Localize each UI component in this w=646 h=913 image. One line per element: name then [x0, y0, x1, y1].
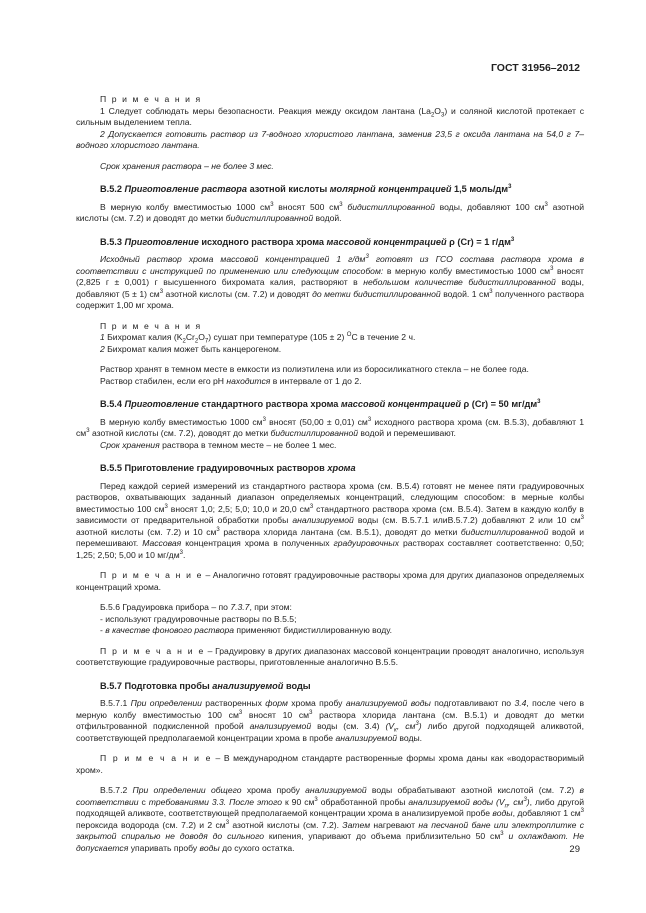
notes-label: П р и м е ч а н и я [100, 320, 202, 331]
note-paragraph: 2 Бихромат калия может быть канцерогеном. [100, 343, 282, 354]
page-number: 29 [569, 844, 580, 855]
note-paragraph: П р и м е ч а н и е – Аналогично готовят градуировочные растворы хрома для других диапазонов определяемых концентраций хрома. [76, 570, 584, 592]
section-heading-b52: В.5.2 Приготовление раствора азотной кислоты молярной концентрацией 1,5 моль/$дм^3$ [100, 183, 512, 194]
note-paragraph: 2 Допускается готовить раствор из 7-водного хлористого лантана, заменив 23,5 г оксида лантана на 54,0 г 7–водного хлористого лантана. [76, 128, 584, 150]
section-heading-b55: В.5.5 Приготовление градуировочных растворов хрома [100, 463, 356, 473]
body-paragraph: В мерную колбу вместимостью 1000 $см^3$ вносят (50,00 ± 0,01) $см^3$ исходного раствора хрома (см. В.5.3), добавляют 1 $см^3$ азотной кислоты (см. 7.2), доводят до метки бидистиллированной водой и перемешивают. [76, 416, 584, 438]
section-heading-b54: В.5.4 Приготовление стандартного раствора хрома массовой концентрацией ρ (Cr) = 50 $мг/дм^3$ [100, 398, 541, 409]
body-paragraph: В.5.7.1 При определении растворенных форм хрома пробу анализируемой воды подготавливают по 3.4, после чего в мерную колбу вместимостью 100 $см^3$ вносят 10 $см^3$ раствора хлорида лантана (см. В.5.1) и доводят до метки отфильтрованной подкисленной пробой анализируемой воды (см. 3.4) ($V_к$, $см^3$) либо другой подходящей аликвотой, соответствующей предполагаемой концентрации хрома в пробе анализируемой воды. [76, 698, 585, 743]
page-content [76, 94, 584, 854]
note-paragraph: 1 Следует соблюдать меры безопасности. Реакция между оксидом лантана $(La_2O_3)$ и соляной кислотой протекает с сильным выделением тепла. [76, 105, 584, 127]
storage-note: Раствор хранят в темном месте в емкости из полиэтилена или из боросиликатного стекла – не более года. [100, 364, 529, 374]
notes-label: П р и м е ч а н и я [100, 94, 202, 104]
section-heading-b57: В.5.7 Подготовка пробы анализируемой воды [100, 680, 311, 691]
note-paragraph: П р и м е ч а н и е – В международном стандарте растворенные формы хрома даны как «водорастворимый хром». [76, 753, 584, 775]
note-paragraph: П р и м е ч а н и е – Градуировку в других диапазонах массовой концентрации проводят аналогично, используя соответствующие градуировочные растворы, приготовленные аналогично В.5.5. [76, 645, 585, 667]
standard-designation: ГОСТ 31956–2012 [490, 62, 580, 74]
storage-note: Раствор стабилен, если его рН находится в интервале от 1 до 2. [100, 375, 362, 386]
list-item: - в качестве фонового раствора применяют бидистиллированную воду. [100, 625, 393, 635]
body-paragraph: Б.5.6 Градуировка прибора – по 7.3.7, при этом: [100, 602, 292, 612]
section-heading-b53: В.5.3 Приготовление исходного раствора хрома массовой концентрацией ρ (Cr) = 1 $г/дм^3$ [100, 236, 515, 247]
storage-note: Срок хранения раствора в темном месте – не более 1 мес. [100, 439, 337, 450]
list-item: - используют градуировочные растворы по В.5.5; [100, 613, 297, 624]
storage-note: Срок хранения раствора – не более 3 мес. [100, 160, 274, 171]
body-paragraph: Перед каждой серией измерений из стандартного раствора хрома (см. В.5.4) готовят не менее пяти градуировочных растворов, охватывающих заданный диапазон определяемых концентраций, следующим способом: в мерные колбы вместимостью 100 $см^3$ вносят 1,0; 2,5; 5,0; 10,0 и 20,0 $см^3$ стандартного раствора хрома (см. В.5.4). Затем в каждую колбу в зависимости от предварительной обработки пробы анализируемой воды (см. В.5.7.1 илиВ.5.7.2) добавляют 2 или 10 $см^3$ азотной кислоты (см. 7.2) и 10 $см^3$ раствора хлорида лантана (см. В.5.1), доводят до метки бидистиллированной водой и перемешивают. Массовая концентрация хрома в полученных градуировочных растворах составляет соответственно: 0,50; 1,25; 2,50; 5,00 и 10 $мг/дм^3$. [76, 480, 585, 560]
note-paragraph: 1 Бихромат калия $(K_2Cr_2O_7)$ сушат при температуре (105 ± 2) $^О$С в течение 2 ч. [100, 332, 416, 345]
body-paragraph: В мерную колбу вместимостью 1000 $см^3$ вносят 500 $см^3$ бидистиллированной воды, добавляют 100 $см^3$ азотной кислоты (см. 7.2) и доводят до метки бидистиллированной водой. [76, 201, 585, 223]
body-paragraph: В.5.7.2 При определении общего хрома пробу анализируемой воды обрабатывают азотной кислотой (см. 7.2) в соответствии с требованиями 3.3. После этого к 90 $см^3$ обработанной пробы анализируемой воды ($V_п$, $см^3$), либо другой подходящей аликвоте, соответствующей предполагаемой концентрации хрома в анализируемой пробе воды, добавляют 1 $см^3$ пероксида водорода (см. 7.2) и 2 $см^3$ азотной кислоты (см. 7.2). Затем нагревают на песчаной бане или электроплитке с закрытой спиралью не доводя до сильного кипения, упаривают до объема приблизительно 50 $см^3$ и охлаждают. Не допускается упаривать пробу воды до сухого остатка. [76, 785, 585, 853]
body-paragraph: Исходный раствор хрома массовой концентрацией 1 $г/дм^3$ готовят из ГСО состава раствора хрома в соответствии с инструкцией по применению или следующим способом: в мерную колбу вместимостью 1000 $см^3$ вносят (2,825 г ± 0,001) г высушенного бихромата калия, растворяют в небольшом количестве бидистиллированной воды, добавляют (5 ± 1) $см^3$ азотной кислоты (см. 7.2) и доводят до метки бидистиллированной водой. 1 $см^3$ полученного раствора содержит 1,00 мг хрома. [76, 254, 584, 310]
